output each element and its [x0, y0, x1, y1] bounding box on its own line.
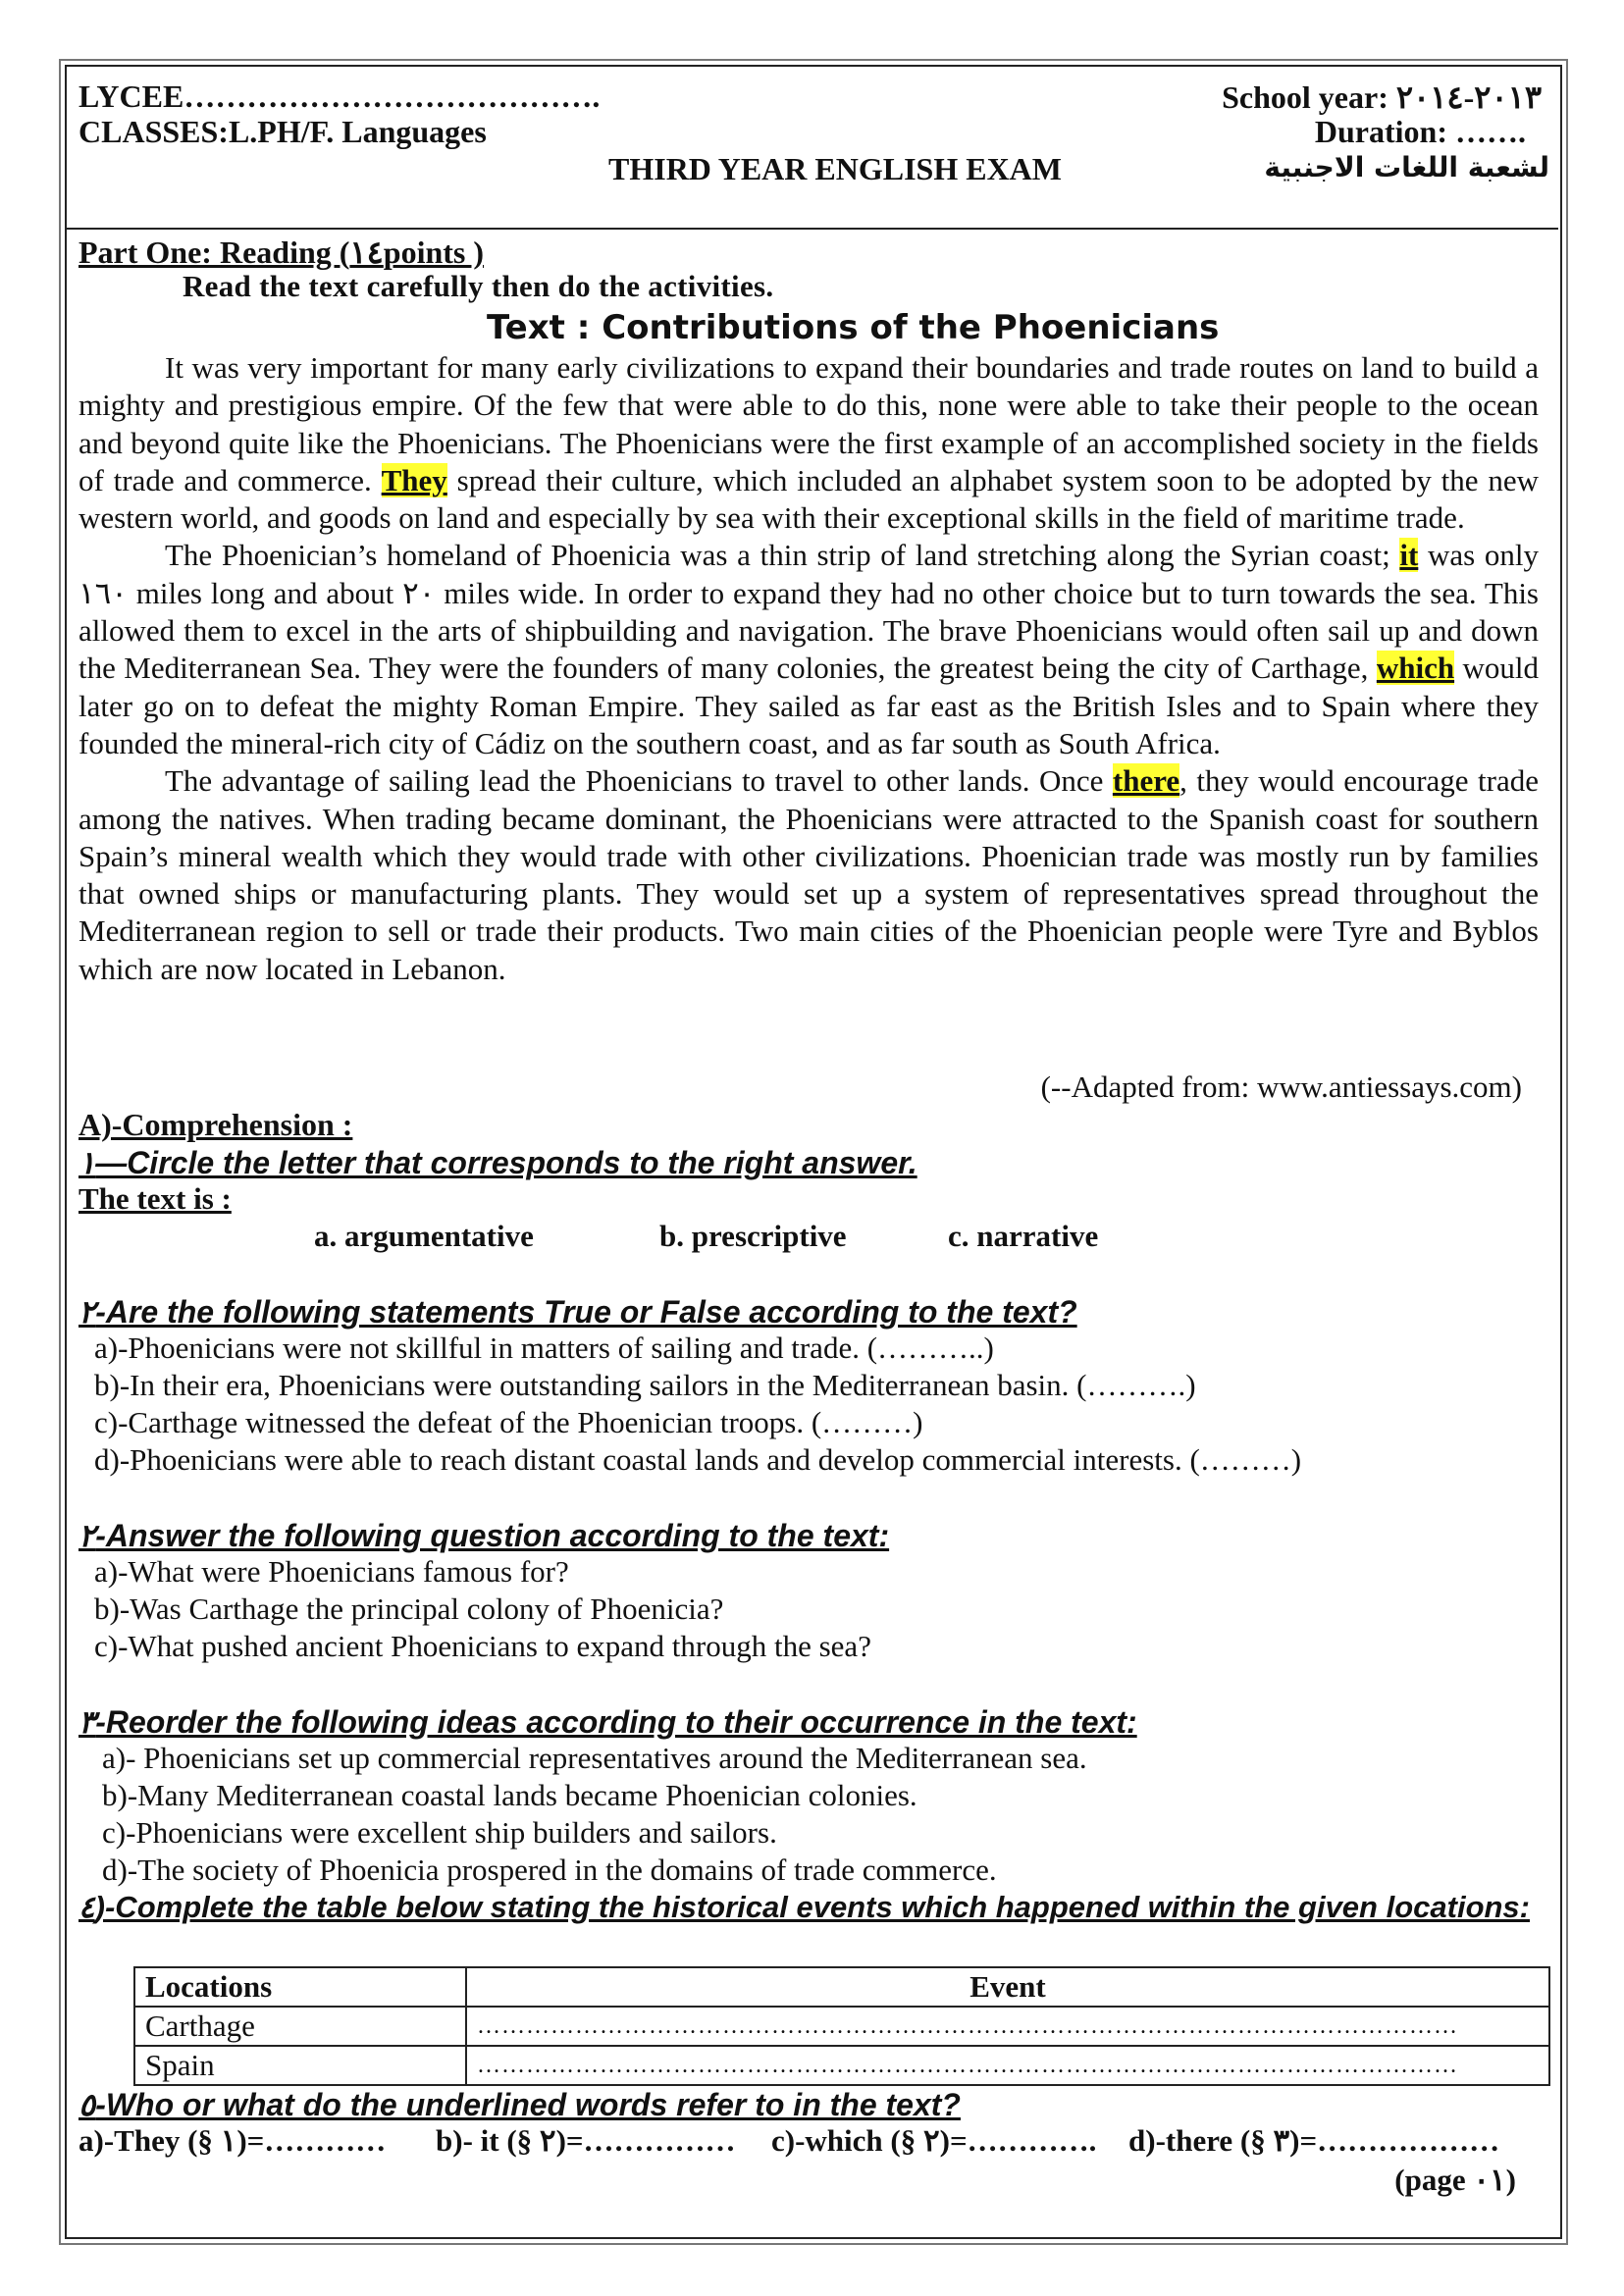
classes-field: CLASSES:L.PH/F. Languages [79, 114, 487, 149]
option-a[interactable]: a. argumentative [314, 1219, 534, 1253]
question-3-heading: ٢-Answer the following question according to the text: [79, 1518, 890, 1553]
duration-field: Duration: ……. [1314, 114, 1526, 149]
reference-there[interactable]: d)-there (§ ٣)=……………… [1128, 2123, 1500, 2158]
location-cell: Carthage [134, 2007, 466, 2046]
question-6-heading: ٥-Who or what do the underlined words refer to in the text? [79, 2087, 961, 2122]
table-row [134, 2007, 1549, 2046]
table-header-row [134, 1967, 1549, 2007]
reorder-a: a)- Phoenicians set up commercial representatives around the Mediterranean sea. [102, 1741, 1087, 1775]
reorder-c: c)-Phoenicians were excellent ship builders and sailors. [102, 1815, 777, 1850]
question-4-heading: ٣-Reorder the following ideas according to their occurrence in the text: [79, 1704, 1137, 1740]
events-table [133, 1966, 1550, 2086]
reorder-d: d)-The society of Phoenicia prospered in the domains of trade commerce. [102, 1852, 997, 1887]
statement-b: b)-In their era, Phoenicians were outstanding sailors in the Mediterranean basin. (……….) [94, 1368, 1196, 1402]
event-answer-field[interactable]: ………………………………………………………………………………………………………… [466, 2046, 1549, 2085]
school-year: School year: ٢٠١٣-٢٠١٤ [1222, 79, 1542, 115]
part-one-title: Part One: Reading (١٤points ) [79, 235, 485, 270]
statement-c: c)-Carthage witnessed the defeat of the Phoenician troops. (………) [94, 1405, 923, 1439]
event-answer-field[interactable]: ………………………………………………………………………………………………………… [466, 2007, 1549, 2046]
question-1-stem: The text is : [79, 1181, 232, 1216]
source-citation: (--Adapted from: www.antiessays.com) [1040, 1070, 1522, 1104]
question-3c: c)-What pushed ancient Phoenicians to expand through the sea? [94, 1629, 871, 1663]
page-number: (page ٠١) [1394, 2163, 1516, 2197]
paragraph-3: The advantage of sailing lead the Phoenicians to travel to other lands. Once there, they would encourage trade among the natives. When trading became dominant, the Phoenicians were attracted to the Spanish coast for southern Spain’s mineral wealth which they would trade with other civilizations. Phoenician trade was mostly run by families that owned ships or manufacturing plants. They would set up a system of representatives spread throughout the Mediterranean region to sell or trade their products. Two main cities of the Phoenician people were Tyre and Byblos which are now located in Lebanon. [79, 763, 1539, 986]
table-row [134, 2046, 1549, 2085]
question-3a: a)-What were Phoenicians famous for? [94, 1554, 569, 1589]
location-cell: Spain [134, 2046, 466, 2085]
header-divider [67, 228, 1558, 230]
paragraph-2: The Phoenician’s homeland of Phoenicia was a thin strip of land stretching along the Syrian coast; it was only ١٦٠ miles long and about ٢٠ miles wide. In order to expand they had no other choice but to turn towards the sea. This allowed them to excel in the arts of shipbuilding and navigation. The brave Phoenicians would often sail up and down the Mediterranean Sea. They were the founders of many colonies, the greatest being the city of Carthage, which would later go on to defeat the mighty Roman Empire. They sailed as far east as the British Isles and to Spain where they founded the mineral-rich city of Cádiz on the southern coast, and as far south as South Africa. [79, 538, 1540, 760]
question-3b: b)-Was Carthage the principal colony of Phoenicia? [94, 1592, 724, 1626]
arabic-branch-label: لشعبة اللغات الاجنبية [1264, 151, 1549, 183]
comprehension-title: A)-Comprehension : [79, 1107, 353, 1142]
reference-they[interactable]: a)-They (§ ١)=………… [79, 2123, 387, 2158]
exam-title: THIRD YEAR ENGLISH EXAM [608, 151, 1062, 186]
lycee-field: LYCEE…………………………………. [79, 78, 601, 114]
underlined-there: there [1112, 763, 1180, 799]
reference-it[interactable]: b)- it (§ ٢)=…………… [436, 2123, 736, 2158]
statement-d: d)-Phoenicians were able to reach distant coastal lands and develop commercial interests. (………) [94, 1442, 1302, 1477]
option-b[interactable]: b. prescriptive [659, 1219, 847, 1253]
underlined-they: They [381, 462, 447, 497]
underlined-which: which [1376, 651, 1455, 686]
text-title: Text : Contributions of the Phoenicians [487, 308, 1220, 347]
reading-instruction: Read the text carefully then do the activities. [183, 269, 774, 303]
paragraph-1: It was very important for many early civilizations to expand their boundaries and trade routes on land to build a mighty and prestigious empire. Of the few that were able to do this, none were able to take their people to the ocean and beyond quite like the Phoenicians. The Phoenicians were the first example of an accomplished society in the fields of trade and commerce. They spread their culture, which included an alphabet system soon to be adopted by the new western world, and goods on land and especially by sea with their exceptional skills in the field of maritime trade. [79, 350, 1539, 536]
question-1-heading: ١—Circle the letter that corresponds to the right answer. [79, 1145, 917, 1180]
statement-a: a)-Phoenicians were not skillful in matters of sailing and trade. (………..) [94, 1331, 994, 1365]
locations-header: Locations [134, 1967, 466, 2007]
question-2-heading: ٢-Are the following statements True or False according to the text? [79, 1294, 1077, 1330]
reading-passage [79, 349, 1539, 988]
reorder-b: b)-Many Mediterranean coastal lands became Phoenician colonies. [102, 1778, 917, 1812]
underlined-it: it [1399, 538, 1419, 573]
question-5-heading: ٤)-Complete the table below stating the historical events which happened within the given locations: [79, 1890, 1530, 1924]
reference-which[interactable]: c)-which (§ ٢)=…………. [771, 2123, 1097, 2158]
event-header: Event [466, 1967, 1549, 2007]
option-c[interactable]: c. narrative [948, 1219, 1099, 1253]
